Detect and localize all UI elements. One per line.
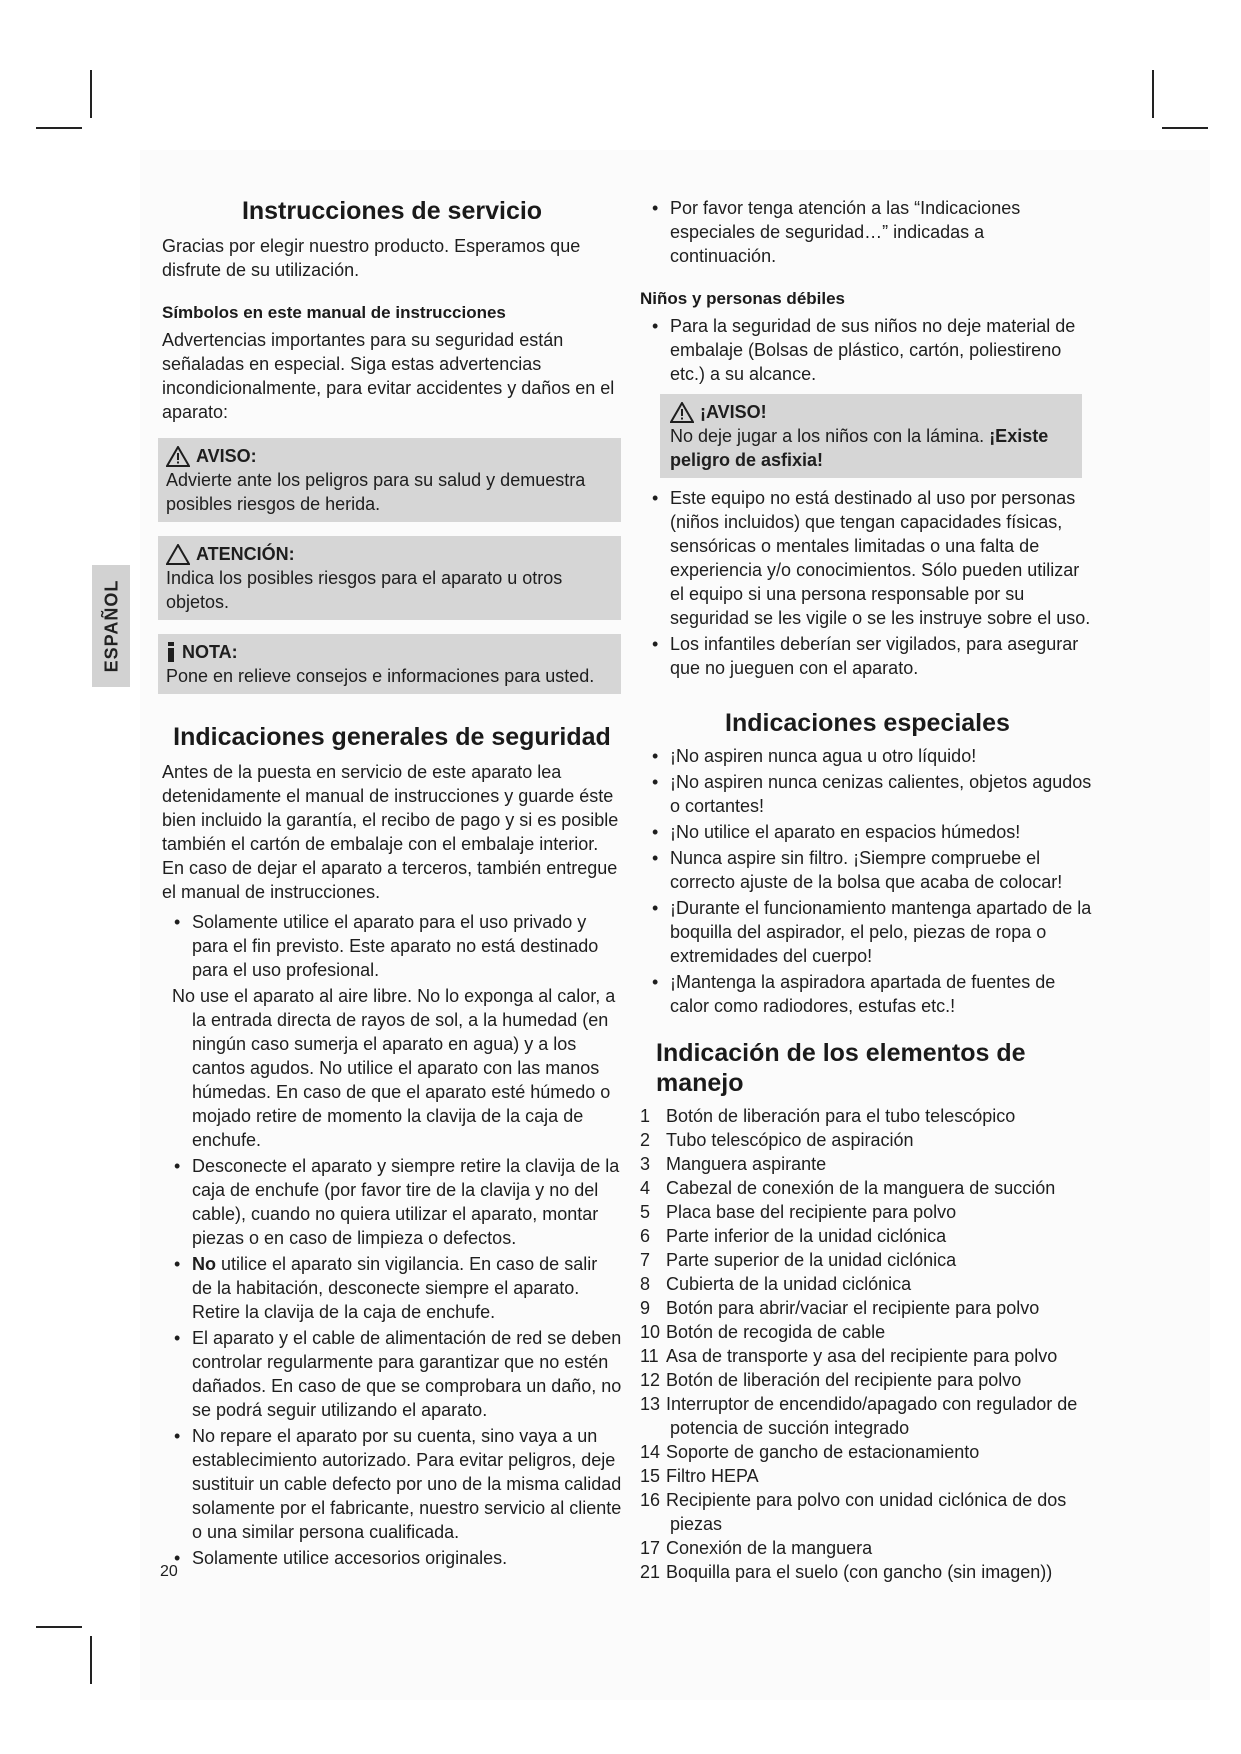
list-item: • ¡No aspiren nunca cenizas calientes, objetos agudos o cortantes!	[640, 770, 1095, 818]
list-item: • No repare el aparato por su cuenta, sino vaya a un establecimiento autorizado. Para evitar peligros, deje sustituir un cable defecto por uno de la misma calidad solamente por el fabricante, nuestro servicio al cliente o una similar persona cualificada.	[162, 1424, 622, 1544]
element-number: 5	[640, 1202, 651, 1222]
element-number: 7	[640, 1250, 651, 1270]
right-column	[640, 196, 1095, 1584]
list-item: • Nunca aspire sin filtro. ¡Siempre compruebe el correcto ajuste de la bolsa que acaba de colocar!	[640, 846, 1095, 894]
element-label: Tubo telescópico de aspiración	[666, 1130, 914, 1150]
atencion-text: Indica los posibles riesgos para el aparato u otros objetos.	[166, 568, 563, 612]
element-number: 14	[640, 1442, 661, 1462]
children-aviso-box	[660, 394, 1082, 478]
children-list-2	[640, 486, 1095, 680]
crop-mark	[90, 1636, 92, 1684]
atencion-box	[158, 536, 621, 620]
symbols-heading: Símbolos en este manual de instrucciones	[162, 303, 506, 322]
manual-title: Instrucciones de servicio	[241, 197, 543, 225]
element-item	[640, 1224, 1095, 1248]
element-item	[640, 1440, 1095, 1464]
warning-triangle-icon	[166, 446, 190, 467]
aviso-text	[670, 424, 1072, 472]
list-item: • Solamente utilice accesorios originales.	[162, 1546, 622, 1570]
element-label: Filtro HEPA	[666, 1466, 759, 1486]
list-item: • ¡No aspiren nunca agua u otro líquido!	[640, 744, 1095, 768]
element-number: 2	[640, 1130, 651, 1150]
element-number: 17	[640, 1538, 661, 1558]
element-item	[640, 1200, 1095, 1224]
safety-list	[162, 910, 622, 982]
element-number: 4	[640, 1178, 651, 1198]
element-label: Parte inferior de la unidad ciclónica	[666, 1226, 947, 1246]
list-item: • ¡Mantenga la aspiradora apartada de fuentes de calor como radiodores, estufas etc.!	[640, 970, 1095, 1018]
children-heading: Niños y personas débiles	[640, 289, 846, 308]
element-item	[640, 1560, 1095, 1584]
special-list	[640, 744, 1095, 1018]
element-number: 15	[640, 1466, 661, 1486]
element-number: 13	[640, 1394, 661, 1414]
list-item: • Este equipo no está destinado al uso por personas (niños incluidos) que tengan capacidades físicas, sensóricas o mentales limitadas o una falta de experiencia y/o conocimientos. Sólo pueden utilizar el equipo si una persona responsable por su seguridad se les vigile o se les instruye sobre el uso.	[640, 486, 1095, 630]
nota-box	[158, 634, 621, 694]
list-item: • El aparato y el cable de alimentación de red se deben controlar regularmente para garantizar que no estén dañados. En caso de que se comprobara un daño, no se podrá seguir utilizando el aparato.	[162, 1326, 622, 1422]
element-label: Cabezal de conexión de la manguera de succión	[666, 1178, 1056, 1198]
list-item: • ¡No utilice el aparato en espacios húmedos!	[640, 820, 1095, 844]
list-item: • Desconecte el aparato y siempre retire la clavija de la caja de enchufe (por favor tire de la clavija y no del cable), cuando no quiera utilizar el aparato, montar piezas o en caso de limpieza o defectos.	[162, 1154, 622, 1250]
element-item	[640, 1344, 1095, 1368]
element-item	[640, 1152, 1095, 1176]
element-number: 8	[640, 1274, 651, 1294]
element-item	[640, 1272, 1095, 1296]
crop-mark	[1162, 127, 1208, 129]
element-item	[640, 1320, 1095, 1344]
atencion-title: ATENCIÓN:	[196, 544, 295, 564]
symbols-text: Advertencias importantes para su seguridad están señaladas en especial. Siga estas advertencias incondicionalmente, para evitar accidentes y daños en el aparato:	[162, 330, 615, 422]
language-tab	[92, 565, 130, 687]
element-label: Asa de transporte y asa del recipiente para polvo	[666, 1346, 1058, 1366]
list-item: No use el aparato al aire libre. No lo exponga al calor, a la entrada directa de rayos de sol, a la humedad (en ningún caso sumerja el aparato en agua) y a los cantos agudos. No utilice el aparato con las manos húmedas. En caso de que el aparato esté húmedo o mojado retire de momento la clavija de la caja de enchufe.	[172, 986, 616, 1150]
elements-title: Indicación de los elementos de manejo	[656, 1039, 1026, 1097]
element-item	[640, 1248, 1095, 1272]
nota-text: Pone en relieve consejos e informaciones para usted.	[166, 666, 595, 686]
info-icon	[166, 642, 176, 662]
list-item-text: utilice el aparato sin vigilancia. En caso de salir de la habitación, desconecte siempre el aparato. Retire la clavija de la caja de enchufe.	[192, 1254, 598, 1322]
element-number: 3	[640, 1154, 651, 1174]
element-number: 21	[640, 1562, 661, 1582]
element-label: Placa base del recipiente para polvo	[666, 1202, 957, 1222]
element-label: Botón para abrir/vaciar el recipiente para polvo	[666, 1298, 1040, 1318]
language-tab-label: ESPAÑOL	[101, 579, 121, 673]
element-item	[640, 1368, 1095, 1392]
element-number: 12	[640, 1370, 661, 1390]
element-item	[640, 1392, 1095, 1440]
aviso-text-bold: ¡Existe peligro de asfixia!	[670, 426, 1049, 470]
element-number: 6	[640, 1226, 651, 1246]
list-item: • ¡Durante el funcionamiento mantenga apartado de la boquilla del aspirador, el pelo, piezas de ropa o extremidades del cuerpo!	[640, 896, 1095, 968]
element-label: Cubierta de la unidad ciclónica	[666, 1274, 912, 1294]
element-label: Soporte de gancho de estacionamiento	[666, 1442, 980, 1462]
aviso-text-normal: No deje jugar a los niños con la lámina.	[670, 426, 990, 446]
intro-text: Gracias por elegir nuestro producto. Esperamos que disfrute de su utilización.	[162, 236, 581, 280]
element-label: Conexión de la manguera	[666, 1538, 873, 1558]
aviso-box	[158, 438, 621, 522]
elements-list	[640, 1104, 1095, 1584]
safety-intro: Antes de la puesta en servicio de este aparato lea detenidamente el manual de instrucciones y guarde éste bien incluido la garantía, el recibo de pago y si es posible también el cartón de embalaje con el embalaje interior. En caso de dejar el aparato a terceros, también entregue el manual de instrucciones.	[162, 762, 619, 902]
element-number: 16	[640, 1490, 661, 1510]
element-label: Manguera aspirante	[666, 1154, 827, 1174]
element-label: Parte superior de la unidad ciclónica	[666, 1250, 957, 1270]
element-item	[640, 1488, 1095, 1536]
element-number: 11	[640, 1346, 659, 1366]
element-label: Recipiente para polvo con unidad ciclónica de dos piezas	[666, 1490, 1067, 1534]
element-item	[640, 1128, 1095, 1152]
element-label: Botón de liberación del recipiente para polvo	[666, 1370, 1022, 1390]
list-item	[162, 1252, 622, 1324]
special-title: Indicaciones especiales	[725, 709, 1010, 737]
caution-triangle-icon	[166, 544, 190, 565]
bold-no: No	[192, 1254, 216, 1274]
list-item: • Los infantiles deberían ser vigilados, para asegurar que no jueguen con el aparato.	[640, 632, 1095, 680]
element-item	[640, 1176, 1095, 1200]
top-list	[640, 196, 1095, 268]
element-number: 9	[640, 1298, 651, 1318]
aviso-title: AVISO:	[196, 446, 257, 466]
nota-title: NOTA:	[182, 642, 238, 662]
aviso-text: Advierte ante los peligros para su salud y demuestra posibles riesgos de herida.	[166, 470, 586, 514]
list-item: • Por favor tenga atención a las “Indicaciones especiales de seguridad…” indicadas a continuación.	[640, 196, 1095, 268]
element-label: Botón de recogida de cable	[666, 1322, 886, 1342]
safety-title: Indicaciones generales de seguridad	[173, 723, 611, 751]
children-list	[640, 314, 1095, 386]
element-number: 1	[640, 1106, 651, 1126]
crop-mark	[36, 127, 82, 129]
element-item	[640, 1104, 1095, 1128]
aviso-title: ¡AVISO!	[700, 402, 767, 422]
list-item: • Para la seguridad de sus niños no deje material de embalaje (Bolsas de plástico, cartón, poliestireno etc.) a su alcance.	[640, 314, 1095, 386]
crop-mark	[1152, 70, 1154, 118]
list-item: • Solamente utilice el aparato para el uso privado y para el fin previsto. Este aparato no está destinado para el uso profesional.	[162, 910, 622, 982]
safety-list	[162, 1154, 622, 1570]
page-number: 20	[160, 1563, 178, 1580]
left-column	[162, 196, 622, 1572]
element-label: Boquilla para el suelo (con gancho (sin imagen))	[666, 1562, 1053, 1582]
element-item	[640, 1464, 1095, 1488]
crop-mark	[36, 1626, 82, 1628]
crop-mark	[90, 70, 92, 118]
element-label: Interruptor de encendido/apagado con regulador de potencia de succión integrado	[666, 1394, 1078, 1438]
warning-triangle-icon	[670, 402, 694, 423]
element-number: 10	[640, 1322, 661, 1342]
element-label: Botón de liberación para el tubo telescópico	[666, 1106, 1016, 1126]
element-item	[640, 1536, 1095, 1560]
element-item	[640, 1296, 1095, 1320]
